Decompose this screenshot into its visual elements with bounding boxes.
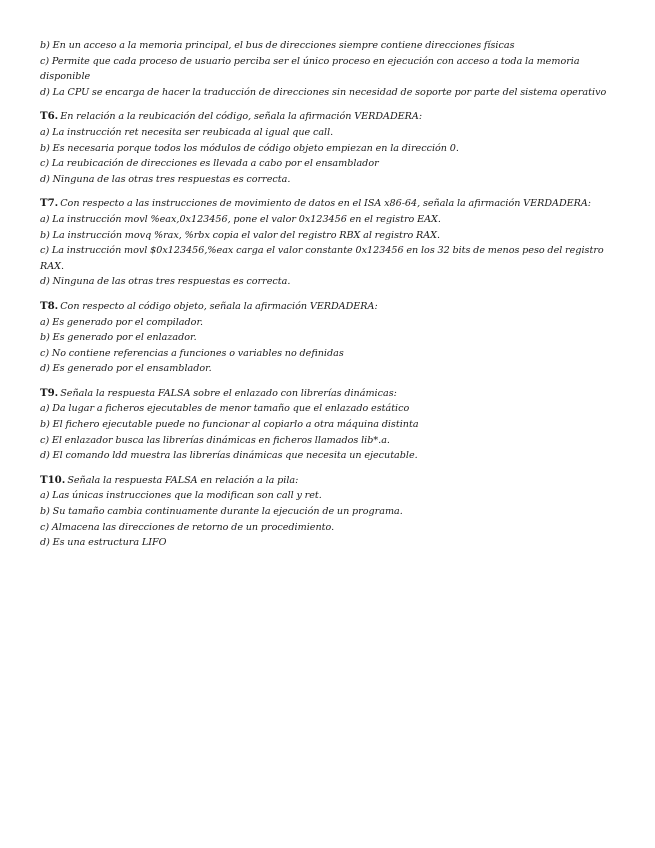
question-t6 (40, 109, 615, 187)
question-text: Señala la respuesta FALSA sobre el enlazado con librerías dinámicas: (60, 387, 397, 399)
option-d: d) Es una estructura LIFO (40, 537, 167, 549)
option-b: b) La instrucción movq %rax, %rbx copia el valor del registro RBX al registro RAX. (40, 229, 441, 241)
option-c: c) El enlazador busca las librerías dinámicas en ficheros llamados lib*.a. (40, 434, 390, 446)
option-c: c) Permite que cada proceso de usuario perciba ser el único proceso en ejecución con acceso a toda la memoria disponible (40, 55, 580, 83)
option-d: d) La CPU se encarga de hacer la traducción de direcciones sin necesidad de soporte por parte del sistema operativo (40, 86, 607, 98)
question-text: Con respecto a las instrucciones de movimiento de datos en el ISA x86-64, señala la afirmación VERDADERA: (60, 198, 592, 210)
option-b: b) Su tamaño cambia continuamente durante la ejecución de un programa. (40, 506, 403, 518)
question-heading (40, 386, 615, 402)
option-d: d) Ninguna de las otras tres respuestas es correcta. (40, 276, 291, 288)
option-a: a) La instrucción ret necesita ser reubicada al igual que call. (40, 126, 334, 138)
option-d: d) El comando ldd muestra las librerías dinámicas que necesita un ejecutable. (40, 450, 418, 462)
option-c: c) La reubicación de direcciones es llevada a cabo por el ensamblador (40, 158, 379, 170)
question-text: En relación a la reubicación del código, señala la afirmación VERDADERA: (60, 111, 423, 123)
option-c: c) No contiene referencias a funciones o variables no definidas (40, 347, 344, 359)
question-t8 (40, 299, 615, 377)
option-a: a) Da lugar a ficheros ejecutables de menor tamaño que el enlazado estático (40, 403, 410, 415)
question-text: Señala la respuesta FALSA en relación a la pila: (67, 474, 299, 486)
question-t7 (40, 196, 615, 290)
question-text: Con respecto al código objeto, señala la afirmación VERDADERA: (60, 300, 378, 312)
option-a: a) Es generado por el compilador. (40, 316, 204, 328)
question-heading (40, 196, 615, 212)
question-t10 (40, 473, 615, 551)
intro-options (40, 38, 615, 100)
option-a: a) La instrucción movl %eax,0x123456, pone el valor 0x123456 en el registro EAX. (40, 213, 441, 225)
option-a: a) Las únicas instrucciones que la modifican son call y ret. (40, 490, 322, 502)
question-number: T7. (40, 197, 59, 210)
question-t9 (40, 386, 615, 464)
option-c: c) Almacena las direcciones de retorno de un procedimiento. (40, 521, 335, 533)
option-b: b) Es necesaria porque todos los módulos de código objeto empiezan en la dirección 0. (40, 142, 459, 154)
question-number: T10. (40, 473, 66, 486)
option-d: d) Es generado por el ensamblador. (40, 363, 212, 375)
question-number: T8. (40, 299, 59, 312)
question-heading (40, 299, 615, 315)
question-number: T6. (40, 110, 59, 123)
question-heading (40, 473, 615, 489)
question-number: T9. (40, 386, 59, 399)
question-heading (40, 109, 615, 125)
option-b: b) Es generado por el enlazador. (40, 332, 197, 344)
option-c: c) La instrucción movl $0x123456,%eax carga el valor constante 0x123456 en los 32 bits de menos peso del registro RAX. (40, 245, 604, 272)
option-d: d) Ninguna de las otras tres respuestas es correcta. (40, 173, 291, 185)
option-b: b) En un acceso a la memoria principal, el bus de direcciones siempre contiene direcciones físicas (40, 40, 515, 51)
option-b: b) El fichero ejecutable puede no funcionar al copiarlo a otra máquina distinta (40, 419, 419, 431)
